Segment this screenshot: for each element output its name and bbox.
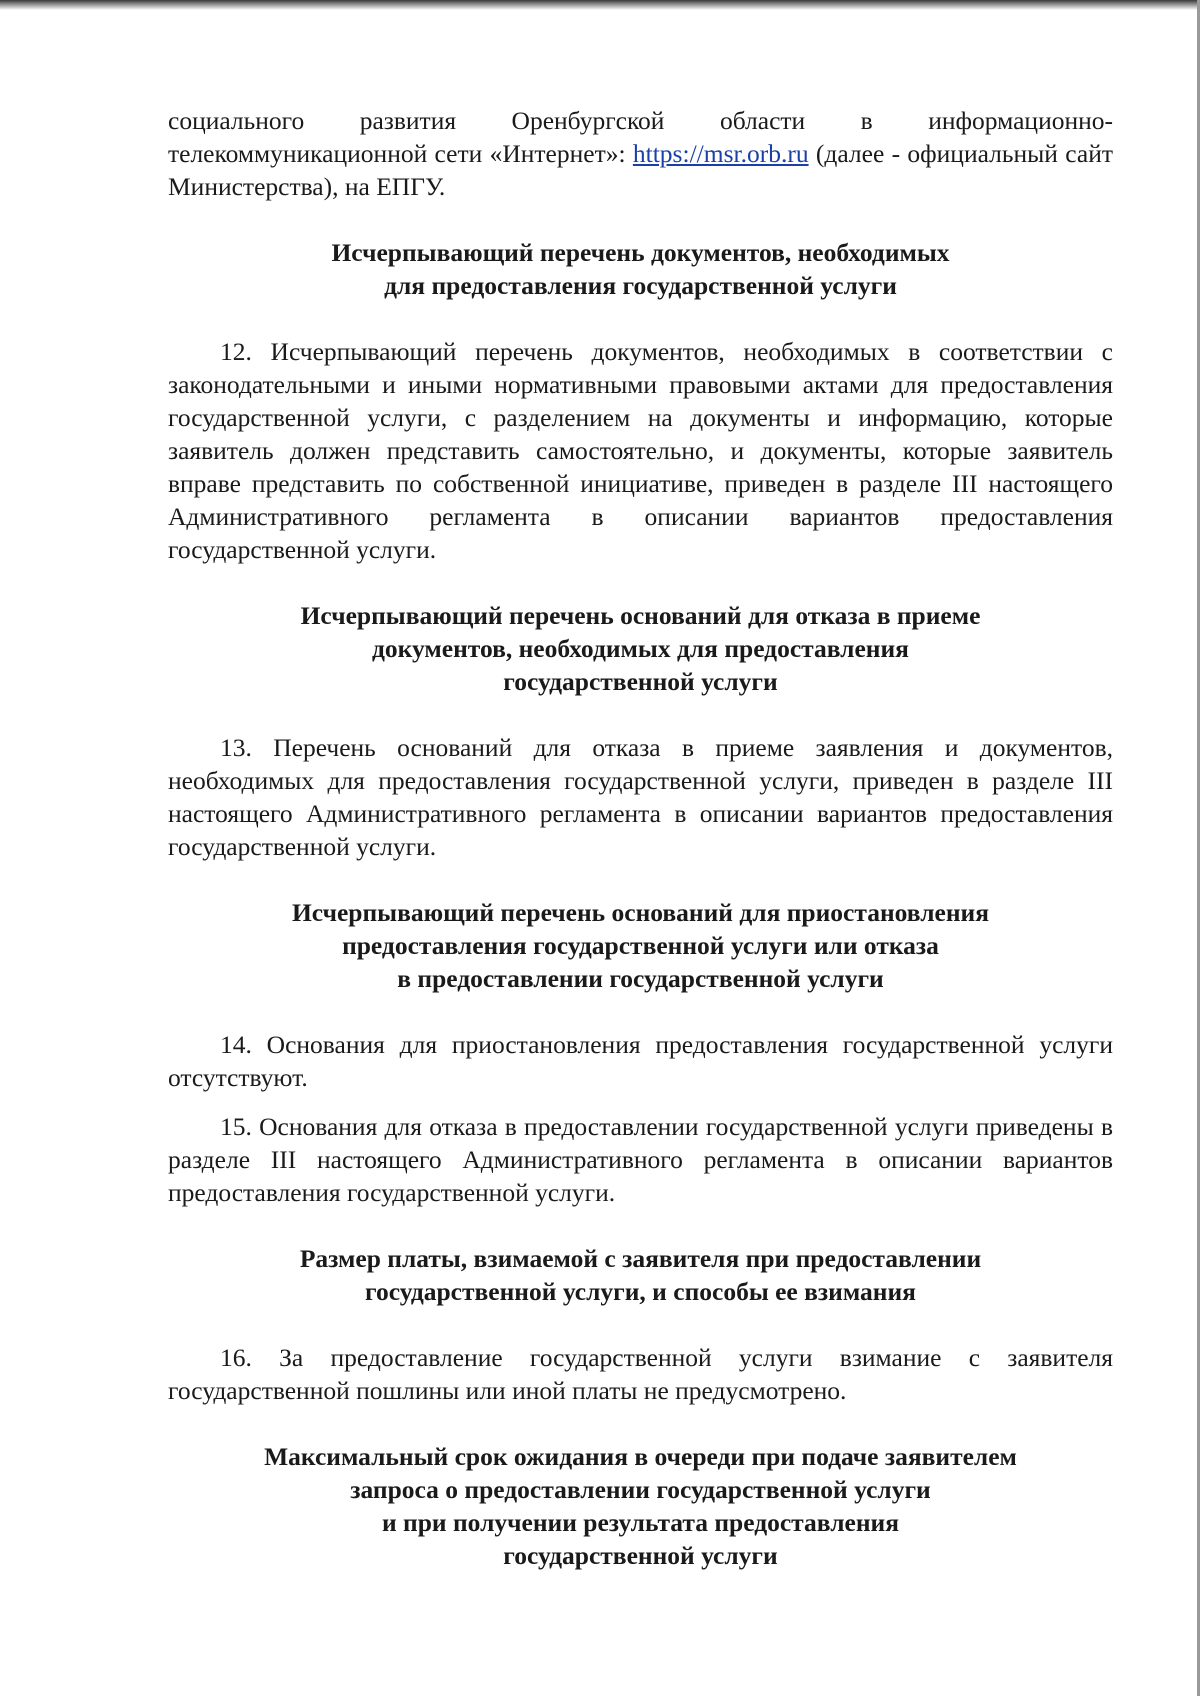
heading-line: Исчерпывающий перечень оснований для приостановления — [291, 898, 990, 927]
heading-line: запроса о предоставлении государственной услуги — [350, 1475, 931, 1504]
heading-line: Исчерпывающий перечень документов, необходимых — [331, 238, 950, 267]
heading-line: Размер платы, взимаемой с заявителя при предоставлении — [299, 1244, 982, 1273]
heading-line: и при получении результата предоставления — [381, 1508, 899, 1537]
heading-line: государственной услуги — [503, 667, 778, 696]
scan-edge-top — [0, 0, 1200, 10]
heading-line: Исчерпывающий перечень оснований для отказа в приеме — [300, 601, 981, 630]
paragraph-16: 16. За предоставление государственной услуги взимание с заявителя государственной пошлины или иной платы не предусмотрено. — [168, 1343, 1113, 1405]
paragraph-14: 14. Основания для приостановления предоставления государственной услуги отсутствуют. — [168, 1030, 1113, 1092]
heading-line: в предоставлении государственной услуги — [397, 964, 884, 993]
heading-refusal-intake — [168, 599, 1113, 698]
heading-line: для предоставления государственной услуги — [384, 271, 897, 300]
heading-queue — [168, 1440, 1113, 1572]
heading-documents — [168, 236, 1113, 302]
heading-suspension — [168, 896, 1113, 995]
heading-line: государственной услуги, и способы ее взимания — [365, 1277, 916, 1306]
heading-line: документов, необходимых для предоставления — [372, 634, 909, 663]
intro-text-tail: (далее - официальный сайт Министерства), на ЕПГУ. — [168, 139, 1113, 201]
heading-line: предоставления государственной услуги или отказа — [342, 931, 939, 960]
intro-text: социального развития Оренбургской области в информационно-телекоммуникационной сети «Интернет»: — [168, 106, 1113, 168]
intro-paragraph — [168, 104, 1113, 203]
paragraph-15: 15. Основания для отказа в предоставлении государственной услуги приведены в разделе III настоящего Административного регламента в описании вариантов предоставления государственной услуги. — [168, 1112, 1113, 1207]
heading-fee — [168, 1242, 1113, 1308]
heading-line: государственной услуги — [503, 1541, 778, 1570]
paragraph-13: 13. Перечень оснований для отказа в приеме заявления и документов, необходимых для предоставления государственной услуги, приведен в разделе III настоящего Административного регламента в описании вариантов предоставления государственной услуги. — [168, 733, 1113, 861]
document-page — [168, 104, 1113, 1572]
ministry-site-link[interactable]: https://msr.orb.ru — [632, 139, 809, 168]
heading-line: Максимальный срок ожидания в очереди при подаче заявителем — [264, 1442, 1017, 1471]
paragraph-12: 12. Исчерпывающий перечень документов, необходимых в соответствии с законодательными и иными нормативными правовыми актами для предоставления государственной услуги, с разделением на документы и информацию, которые заявитель должен представить самостоятельно, и документы, которые заявитель вправе представить по собственной инициативе, приведен в разделе III настоящего Административного регламента в описании вариантов предоставления государственной услуги. — [168, 337, 1113, 564]
